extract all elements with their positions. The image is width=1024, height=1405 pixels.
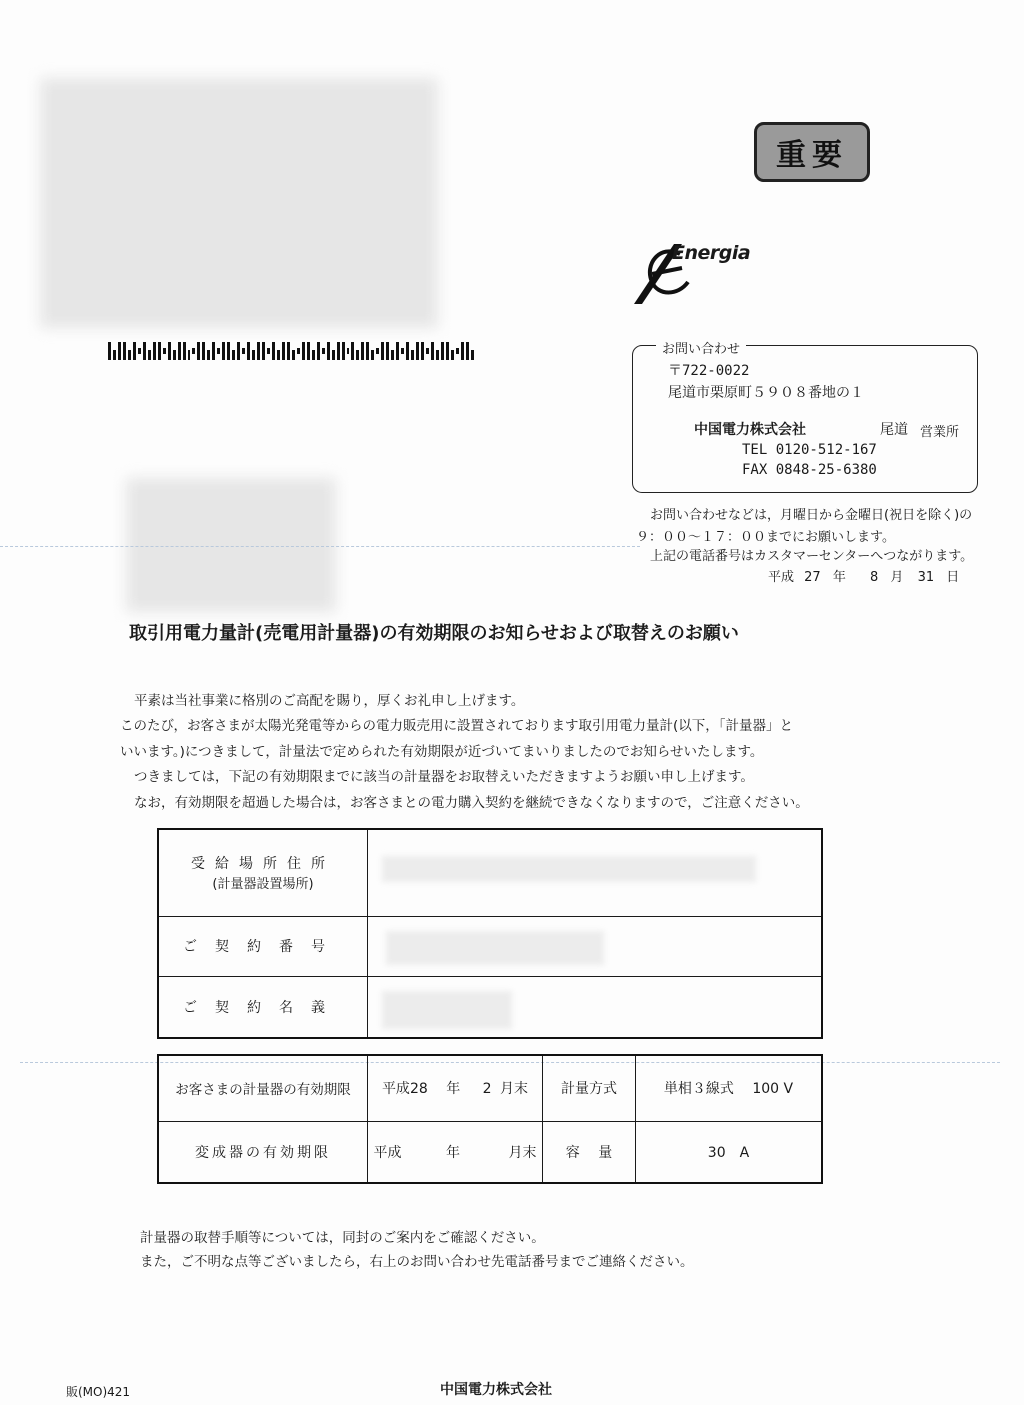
barcode-bar xyxy=(168,342,171,360)
method-label: 計量方式 xyxy=(543,1055,636,1121)
barcode-bar xyxy=(466,342,469,360)
body-line-5: なお，有効期限を超過した場合は，お客さまとの電力購入契約を継続できなくなりますので，ご注意ください。 xyxy=(134,795,809,811)
redacted-contract-number xyxy=(386,931,604,965)
contact-fax: FAX 0848-25-6380 xyxy=(742,462,877,478)
contract-name-label: ご契約名義 xyxy=(158,976,368,1038)
barcode-bar xyxy=(148,350,151,360)
barcode-bar xyxy=(356,350,359,360)
barcode-bar xyxy=(232,350,235,360)
barcode-bar xyxy=(451,350,454,360)
hours-line-2: ９：００～１７：００までにお願いします。 xyxy=(636,530,895,545)
transformer-expiry-year-unit: 年 xyxy=(446,1144,460,1161)
barcode-bar xyxy=(406,342,409,360)
barcode-bar xyxy=(262,342,265,360)
barcode-bar xyxy=(302,342,305,360)
barcode-bar xyxy=(456,348,459,354)
barcode-bar xyxy=(257,342,260,360)
contact-postal: 〒722-0022 xyxy=(668,363,750,379)
barcode-bar xyxy=(108,342,111,360)
closing-line-1: 計量器の取替手順等については，同封のご案内をご確認ください。 xyxy=(140,1230,545,1246)
redacted-address-block xyxy=(40,78,438,328)
footer-code: 販(MO)421 xyxy=(66,1385,131,1399)
barcode-bar xyxy=(282,342,285,360)
barcode-bar xyxy=(158,342,161,360)
contact-tel: TEL 0120-512-167 xyxy=(742,442,877,458)
barcode-bar xyxy=(227,342,230,360)
method-value: 単相３線式 100 V xyxy=(636,1055,823,1121)
barcode-bar xyxy=(123,342,126,360)
barcode-bar xyxy=(128,350,131,360)
meter-expiry-month: 2 xyxy=(482,1081,492,1098)
redacted-address-value xyxy=(382,856,756,882)
footer-company: 中国電力株式会社 xyxy=(440,1382,552,1398)
hours-line-1: お問い合わせなどは，月曜日から金曜日(祝日を除く)の xyxy=(650,508,973,523)
barcode-bar xyxy=(391,350,394,360)
date-year-unit: 年 xyxy=(832,570,846,585)
barcode-bar xyxy=(173,350,176,360)
barcode-bar xyxy=(252,350,255,360)
barcode-bar xyxy=(461,342,464,360)
meter-expiry-value xyxy=(368,1055,543,1121)
barcode-bar xyxy=(416,342,419,360)
cell-contract-name-value xyxy=(368,976,823,1038)
body-line-3: いいます。)につきまして，計量法で定められた有効期限が近づいてまいりましたのでお知らせいたします。 xyxy=(120,744,764,760)
cell-address-value xyxy=(368,829,823,916)
barcode-bar xyxy=(322,348,325,354)
barcode-bar xyxy=(471,350,474,360)
table-row xyxy=(158,1121,822,1183)
transformer-expiry-era: 平成 xyxy=(373,1144,402,1161)
barcode-bar xyxy=(163,348,166,354)
date-month: 8 xyxy=(870,570,879,585)
barcode-bar xyxy=(192,348,195,354)
contract-number-label: ご契約番号 xyxy=(158,916,368,976)
barcode-bar xyxy=(431,342,434,360)
barcode-bar xyxy=(307,342,310,360)
barcode-bar xyxy=(237,342,240,360)
barcode-bar xyxy=(446,342,449,360)
barcode-bar xyxy=(297,348,300,354)
redacted-name-block xyxy=(126,478,336,612)
barcode-bar xyxy=(421,342,424,360)
barcode-bar xyxy=(436,350,439,360)
barcode-bar xyxy=(317,342,320,360)
meter-expiry-year-unit: 年 xyxy=(446,1081,461,1098)
transformer-expiry-month-unit: 月末 xyxy=(508,1144,537,1161)
barcode-bar xyxy=(441,342,444,360)
address-sublabel: (計量器設置場所) xyxy=(212,877,314,893)
body-line-2: このたび，お客さまが太陽光発電等からの電力販売用に設置されております取引用電力量計(以下，「計量器」と xyxy=(120,718,793,734)
redacted-contract-name xyxy=(382,991,512,1029)
barcode-bar xyxy=(212,342,215,360)
barcode-bar xyxy=(207,350,210,360)
barcode-bar xyxy=(113,350,116,360)
contact-office: 営業所 xyxy=(920,425,960,440)
fold-line-top xyxy=(0,546,640,547)
barcode-bar xyxy=(312,350,315,360)
barcode-bar xyxy=(411,350,414,360)
barcode-bar xyxy=(138,348,141,354)
date-year: 27 xyxy=(804,570,821,585)
barcode-bar xyxy=(222,342,225,360)
cell-address-label xyxy=(158,829,368,916)
date-month-unit: 月 xyxy=(890,570,904,585)
capacity-value: 30 A xyxy=(636,1121,823,1183)
barcode-bar xyxy=(287,342,290,360)
barcode-bar xyxy=(217,348,220,354)
contact-branch: 尾道 xyxy=(880,422,908,438)
barcode-bar xyxy=(242,348,245,354)
postal-barcode xyxy=(108,342,474,360)
barcode-bar xyxy=(272,342,275,360)
barcode-bar xyxy=(386,342,389,360)
closing-line-2: また，ご不明な点等ございましたら，右上のお問い合わせ先電話番号までご連絡ください。 xyxy=(140,1254,694,1270)
body-line-1: 平素は当社事業に格別のご高配を賜り，厚くお礼申し上げます。 xyxy=(134,693,525,709)
date-day: 31 xyxy=(917,570,935,585)
capacity-label: 容 量 xyxy=(543,1121,636,1183)
barcode-bar xyxy=(178,342,181,360)
notice-heading: 取引用電力量計(売電用計量器)の有効期限のお知らせおよび取替えのお願い xyxy=(129,623,739,644)
barcode-bar xyxy=(361,342,364,360)
meter-expiry-month-unit: 月末 xyxy=(500,1081,529,1098)
barcode-bar xyxy=(426,348,429,354)
barcode-bar xyxy=(183,342,186,360)
transformer-expiry-label: 変成器の有効期限 xyxy=(158,1121,368,1183)
date-day-unit: 日 xyxy=(946,570,960,585)
barcode-bar xyxy=(118,342,121,360)
barcode-bar xyxy=(347,348,350,354)
table-row xyxy=(158,1055,822,1121)
barcode-bar xyxy=(327,342,330,360)
barcode-bar xyxy=(337,342,340,360)
barcode-bar xyxy=(153,342,156,360)
meter-expiry-table xyxy=(157,1054,823,1184)
important-stamp xyxy=(754,122,870,182)
issue-date xyxy=(768,566,959,585)
barcode-bar xyxy=(188,350,191,360)
barcode-bar xyxy=(401,348,404,354)
barcode-bar xyxy=(277,350,280,360)
contact-company: 中国電力株式会社 xyxy=(694,422,806,438)
transformer-expiry-value xyxy=(368,1121,543,1183)
hours-line-3: 上記の電話番号はカスタマーセンターへつながります。 xyxy=(650,549,974,564)
barcode-bar xyxy=(197,342,200,360)
table-row xyxy=(158,829,822,916)
barcode-bar xyxy=(371,350,374,360)
barcode-bar xyxy=(133,342,136,360)
energia-logo-text: Energia xyxy=(672,242,751,264)
barcode-bar xyxy=(366,342,369,360)
body-line-4: つきましては，下記の有効期限までに該当の計量器をお取替えいただきますようお願い申し上げます。 xyxy=(134,769,754,785)
contact-title: お問い合わせ xyxy=(656,338,746,357)
contact-address: 尾道市栗原町５９０８番地の１ xyxy=(668,385,864,401)
contract-info-table xyxy=(157,828,823,1039)
barcode-bar xyxy=(332,350,335,360)
barcode-bar xyxy=(342,342,345,360)
barcode-bar xyxy=(202,342,205,360)
table-row xyxy=(158,916,822,976)
barcode-bar xyxy=(396,342,399,360)
important-stamp-label: 重要 xyxy=(776,138,848,173)
barcode-bar xyxy=(351,342,354,360)
barcode-bar xyxy=(292,350,295,360)
meter-expiry-era: 平成 xyxy=(381,1081,410,1098)
date-era: 平成 xyxy=(768,570,795,585)
barcode-bar xyxy=(247,342,250,360)
address-label: 受給場所住所 xyxy=(191,856,335,873)
barcode-bar xyxy=(381,342,384,360)
barcode-bar xyxy=(267,348,270,354)
meter-expiry-label: お客さまの計量器の有効期限 xyxy=(158,1055,368,1121)
barcode-bar xyxy=(376,348,379,354)
cell-contract-number-value xyxy=(368,916,823,976)
meter-expiry-year: 28 xyxy=(409,1081,428,1098)
barcode-bar xyxy=(143,342,146,360)
table-row xyxy=(158,976,822,1038)
